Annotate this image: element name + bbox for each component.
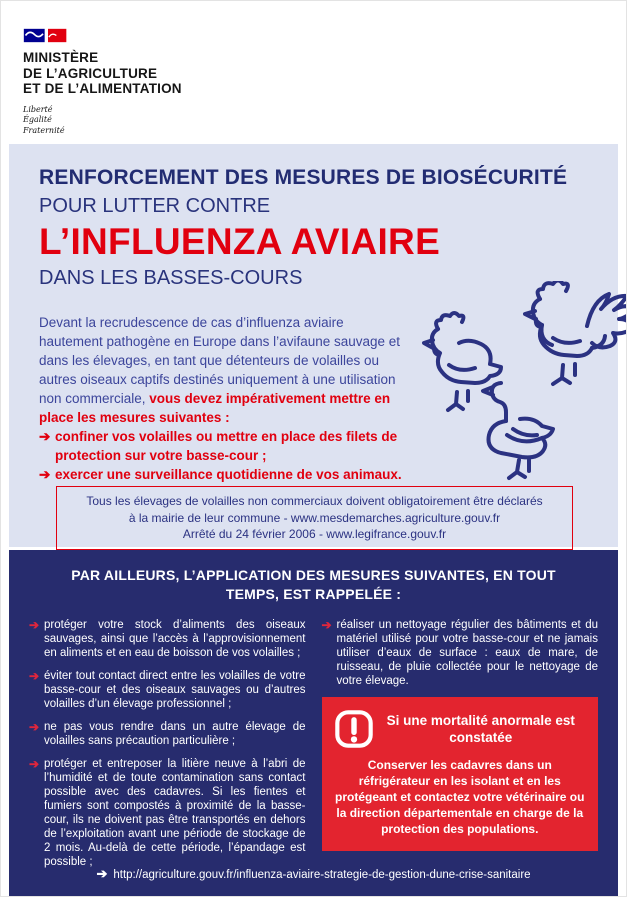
warning-icon: [334, 709, 374, 749]
motto-line: Fraternité: [23, 125, 65, 135]
title-line-3: L’INFLUENZA AVIAIRE: [39, 221, 441, 262]
measure-text: ne pas vous rendre dans un autre élevage de volailles sans précaution particulière ;: [44, 721, 306, 747]
republic-motto: [23, 105, 626, 137]
intro-bullet: [39, 427, 407, 465]
alert-body: Conserver les cadavres dans un réfrigérateur en les isolant et en les protégeant et contactez votre vétérinaire ou la direction départementale en charge de la protection des populations.: [335, 758, 585, 836]
title-line-2: POUR LUTTER CONTRE: [39, 195, 271, 217]
declaration-notice: [56, 486, 573, 550]
motto-line: Liberté: [23, 104, 53, 114]
motto-line: Égalité: [23, 115, 52, 124]
measure-text: réaliser un nettoyage régulier des bâtiments et du matériel utilisé pour votre basse-cour et ne jamais utiliser d’eaux de surface : eaux de mare, de ruisseau, de pluie collectée pour le nettoyage de votre élevage.: [336, 619, 598, 687]
measures-section: [9, 550, 618, 897]
intro-bullet-text: confiner vos volailles ou mettre en place des filets de protection sur votre basse-cour ;: [55, 429, 398, 463]
notice-line: Arrêté du 24 février 2006 - www.legifrance.gouv.fr: [182, 527, 447, 541]
ministry-line: ET DE L’ALIMENTATION: [23, 81, 182, 96]
hero-section: [9, 144, 618, 547]
measure-item: [29, 618, 306, 660]
ministry-line: MINISTÈRE: [23, 50, 99, 65]
notice-line: Tous les élevages de volailles non commerciaux doivent obligatoirement être déclarés: [86, 494, 543, 508]
measure-item: [29, 669, 306, 711]
notice-line: à la mairie de leur commune - www.mesdemarches.agriculture.gouv.fr: [128, 510, 501, 525]
measures-right-column: [322, 618, 599, 878]
ministry-line: DE L’AGRICULTURE: [23, 65, 158, 81]
arrow-icon: ➔: [29, 618, 40, 632]
arrow-icon: ➔: [29, 720, 40, 734]
arrow-icon: ➔: [39, 467, 51, 482]
measure-text: éviter tout contact direct entre les volailles de votre basse-cour et des oiseaux sauvages ou d’autres volailles d’un élevage professionnel ;: [44, 670, 306, 710]
arrow-icon: ➔: [29, 757, 40, 771]
arrow-icon: ➔: [39, 429, 51, 444]
measure-item: [29, 757, 306, 869]
measure-item: [322, 618, 599, 688]
intro-bullet-text: exercer une surveillance quotidienne de vos animaux.: [55, 467, 402, 482]
info-link-url[interactable]: http://agriculture.gouv.fr/influenza-aviaire-strategie-de-gestion-dune-crise-sanitaire: [113, 869, 531, 881]
measure-item: [29, 720, 306, 748]
intro-bullet: [39, 465, 407, 484]
alert-title: Si une mortalité anormale est constatée: [386, 713, 575, 745]
goose-icon: [465, 369, 580, 489]
poultry-illustration: [407, 281, 627, 491]
mortality-alert-box: [322, 697, 599, 851]
intro-paragraph: [39, 313, 407, 484]
measures-left-column: [29, 618, 306, 878]
info-link[interactable]: [9, 866, 618, 882]
arrow-icon: ➔: [96, 866, 108, 881]
title-line-4: DANS LES BASSES-COURS: [39, 267, 303, 289]
arrow-icon: ➔: [29, 669, 40, 683]
arrow-icon: ➔: [321, 618, 332, 632]
title-line-1: RENFORCEMENT DES MESURES DE BIOSÉCURITÉ: [39, 166, 568, 189]
measure-text: protéger et entreposer la litière neuve à l’abri de l’humidité et de toute contamination sans contact possible avec des cadavres. Si les fientes et fumiers sont compostés à proximité de la basse-cour, ils ne doivent pas être transportés en dehors de l’exploitation avant une période de stockage de 2 mois. Au-delà de cette période, l’épandage est possible ;: [44, 758, 306, 868]
intro-emphasis: vous devez impérativement mettre en place les mesures suivantes :: [39, 391, 391, 425]
gov-header: [1, 1, 626, 136]
measure-text: protéger votre stock d’aliments des oiseaux sauvages, ainsi que l’accès à l’approvisionnement en aliments et en eau de boisson de vos volailles ;: [44, 619, 306, 659]
french-flag-icon: [23, 27, 73, 44]
ministry-name: [23, 50, 626, 97]
intro-text: Devant la recrudescence de cas d’influenza aviaire hautement pathogène en Europe dans l’avifaune sauvage et dans les élevages, en tant que détenteurs de volailles ou autres oiseaux captifs destinés uniquement à une utilisation non commerciale,: [39, 315, 401, 406]
measures-heading: PAR AILLEURS, L’APPLICATION DES MESURES SUIVANTES, EN TOUT TEMPS, EST RAPPELÉE :: [71, 567, 556, 602]
